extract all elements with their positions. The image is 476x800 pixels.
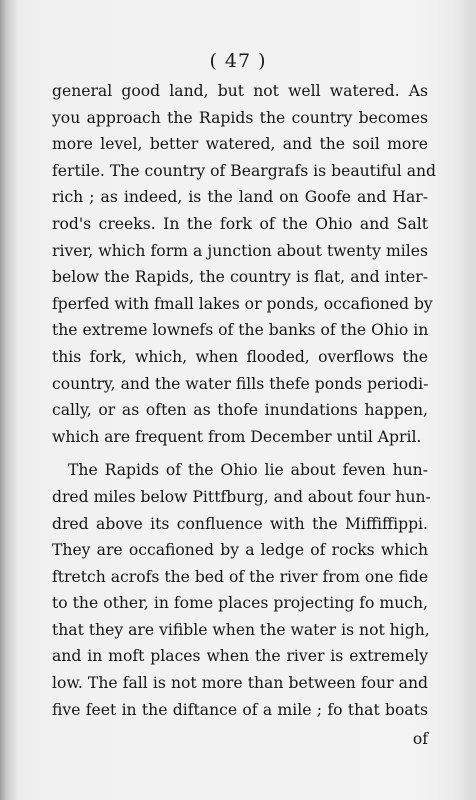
text-line: general good land, but not well watered. As	[52, 82, 428, 100]
text-line: more level, better watered, and the soil more	[52, 135, 428, 154]
text-line: low. The fall is not more than between four and	[52, 674, 428, 693]
text-line: fertile. The country of Beargrafs is beautiful and	[52, 161, 437, 180]
text-line: dred above its confluence with the Miffiffippi.	[52, 514, 428, 533]
text-line: river, which form a junction about twenty miles	[52, 241, 428, 260]
text-line: The Rapids of the Ohio lie about feven hun-	[68, 461, 428, 480]
text-line: below the Rapids, the country is flat, and inter-	[52, 268, 428, 287]
page-body-text	[52, 78, 437, 723]
text-line: fperfed with fmall lakes or ponds, occafioned by	[52, 294, 433, 313]
paragraph-gap	[52, 450, 428, 457]
page-number: ( 47 )	[209, 50, 267, 72]
text-line: you approach the Rapids the country becomes	[52, 108, 428, 127]
catchword: of	[412, 730, 428, 748]
text-line: that they are vifible when the water is not high,	[52, 620, 430, 639]
text-line: the extreme lownefs of the banks of the Ohio in	[52, 321, 429, 340]
text-line: dred miles below Pittfburg, and about four hun-	[52, 487, 431, 506]
paragraph-2	[52, 457, 431, 723]
text-line: this fork, which, when flooded, overflows the	[52, 347, 428, 366]
text-line: which are frequent from December until April.	[52, 427, 422, 446]
text-line: They are occafioned by a ledge of rocks which	[52, 541, 428, 560]
text-line: five feet in the diftance of a mile ; fo that boats	[52, 700, 428, 719]
text-line: rod's creeks. In the fork of the Ohio and Salt	[52, 214, 428, 233]
text-line: rich ; as indeed, is the land on Goofe and Har-	[52, 188, 428, 207]
text-line: to the other, in fome places projecting fo much,	[52, 594, 428, 613]
text-line: and in moft places when the river is extremely	[52, 647, 428, 666]
paragraph-1	[52, 78, 437, 450]
text-line: ftretch acrofs the bed of the river from one fide	[52, 567, 429, 586]
text-line: country, and the water fills thefe ponds periodi-	[52, 374, 429, 393]
text-line: cally, or as often as thofe inundations happen,	[52, 401, 428, 420]
